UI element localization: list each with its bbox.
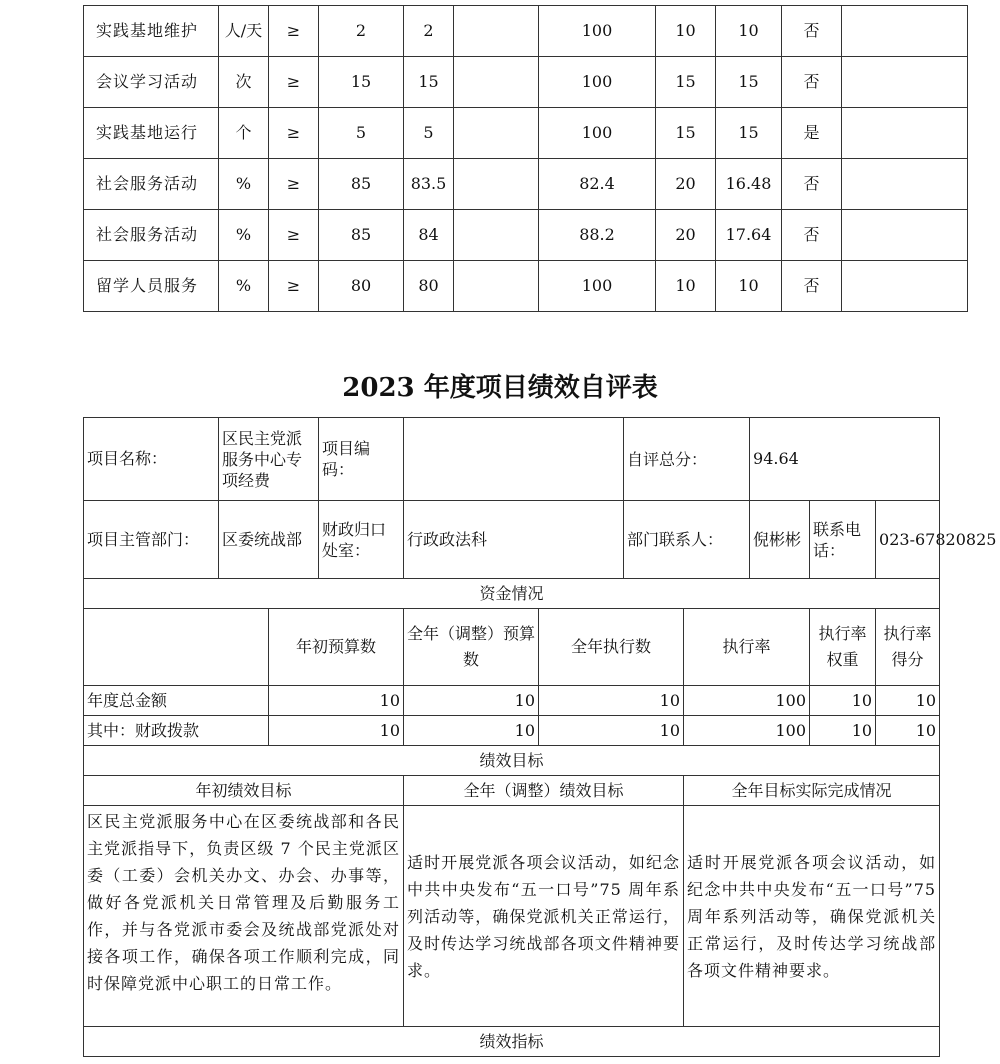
indicator-cell xyxy=(842,57,968,108)
indicator-cell: 10 xyxy=(656,6,716,57)
indicator-name: 社会服务活动 xyxy=(84,159,219,210)
phone-value: 023-67820825 xyxy=(876,501,940,579)
funds-col-rate-score: 执行率得分 xyxy=(876,609,940,686)
perf-content-row xyxy=(84,806,940,1027)
indicators-header-row xyxy=(84,1027,940,1057)
indicator-cell: ≥ xyxy=(269,6,319,57)
indicator-cell: 个 xyxy=(219,108,269,159)
indicator-name: 社会服务活动 xyxy=(84,210,219,261)
funds-cell: 100 xyxy=(684,716,810,746)
funds-columns-row xyxy=(84,609,940,686)
funds-cell: 10 xyxy=(269,686,404,716)
indicator-cell: 人/天 xyxy=(219,6,269,57)
indicator-name: 留学人员服务 xyxy=(84,261,219,312)
indicator-cell: 15 xyxy=(319,57,404,108)
indicator-cell: 否 xyxy=(782,261,842,312)
phone-label: 联系电话： xyxy=(810,501,876,579)
indicator-cell: 否 xyxy=(782,159,842,210)
indicator-cell: 否 xyxy=(782,210,842,261)
indicator-cell: 2 xyxy=(319,6,404,57)
funds-cell: 10 xyxy=(539,716,684,746)
indicator-cell: 17.64 xyxy=(716,210,782,261)
funds-col-initial-budget: 年初预算数 xyxy=(269,609,404,686)
indicator-cell: 100 xyxy=(539,57,656,108)
funds-col-executed: 全年执行数 xyxy=(539,609,684,686)
indicator-cell: 15 xyxy=(716,108,782,159)
indicator-cell: 否 xyxy=(782,57,842,108)
indicator-cell: 20 xyxy=(656,210,716,261)
indicator-cell xyxy=(454,159,539,210)
indicator-row xyxy=(84,57,968,108)
indicator-name: 实践基地维护 xyxy=(84,6,219,57)
funds-cell: 10 xyxy=(810,686,876,716)
perf-col-actual: 全年目标实际完成情况 xyxy=(684,776,940,806)
dept-label: 项目主管部门： xyxy=(84,501,219,579)
indicator-cell: 15 xyxy=(656,57,716,108)
funds-cell: 10 xyxy=(539,686,684,716)
indicator-row xyxy=(84,261,968,312)
indicator-cell: 100 xyxy=(539,6,656,57)
indicator-name: 实践基地运行 xyxy=(84,108,219,159)
project-name-label: 项目名称： xyxy=(84,418,219,501)
indicator-cell: 10 xyxy=(716,6,782,57)
perf-header-row xyxy=(84,746,940,776)
indicator-cell: 84 xyxy=(404,210,454,261)
perf-col-initial: 年初绩效目标 xyxy=(84,776,404,806)
indicator-cell xyxy=(454,6,539,57)
indicator-cell xyxy=(842,108,968,159)
indicator-cell: 85 xyxy=(319,159,404,210)
self-evaluation-form xyxy=(83,417,997,1057)
indicator-cell: 85 xyxy=(319,210,404,261)
indicator-cell: 80 xyxy=(319,261,404,312)
indicator-cell: 83.5 xyxy=(404,159,454,210)
project-name-value: 区民主党派服务中心专项经费 xyxy=(219,418,319,501)
funds-row-fiscal xyxy=(84,716,940,746)
funds-cell: 10 xyxy=(404,716,539,746)
indicator-cell: 10 xyxy=(656,261,716,312)
funds-cell: 10 xyxy=(876,716,940,746)
contact-person-label: 部门联系人： xyxy=(624,501,750,579)
indicator-cell: 88.2 xyxy=(539,210,656,261)
perf-columns-row xyxy=(84,776,940,806)
indicator-cell xyxy=(454,108,539,159)
indicator-cell: 2 xyxy=(404,6,454,57)
indicator-cell xyxy=(842,6,968,57)
indicator-cell xyxy=(842,210,968,261)
indicator-cell: ≥ xyxy=(269,210,319,261)
finance-office-value: 行政政法科 xyxy=(404,501,624,579)
perf-initial-text: 区民主党派服务中心在区委统战部和各民主党派指导下，负责区级 7 个民主党派区委（工委）会机关办文、办会、办事等，做好各党派机关日常管理及后勤服务工作，并与各党派市委会及统战部党派处对接各项工作，确保各项工作顺利完成，同时保障党派中心职工的日常工作。 xyxy=(84,806,404,1027)
indicator-cell xyxy=(842,261,968,312)
indicator-cell xyxy=(842,159,968,210)
funds-col-adjusted-budget: 全年（调整）预算数 xyxy=(404,609,539,686)
indicator-cell: 次 xyxy=(219,57,269,108)
perf-header: 绩效目标 xyxy=(84,746,940,776)
perf-adjusted-text: 适时开展党派各项会议活动，如纪念中共中央发布“五一口号”75 周年系列活动等，确保党派机关正常运行，及时传达学习统战部各项文件精神要求。 xyxy=(404,806,684,1027)
indicator-cell: 否 xyxy=(782,6,842,57)
indicator-cell: % xyxy=(219,159,269,210)
finance-office-label: 财政归口处室： xyxy=(319,501,404,579)
funds-cell: 10 xyxy=(404,686,539,716)
indicator-table xyxy=(83,5,968,312)
perf-actual-text: 适时开展党派各项会议活动，如纪念中共中央发布“五一口号”75 周年系列活动等，确保党派机关正常运行，及时传达学习统战部各项文件精神要求。 xyxy=(684,806,940,1027)
self-score-label: 自评总分： xyxy=(624,418,750,501)
indicator-cell: ≥ xyxy=(269,57,319,108)
indicator-cell: 20 xyxy=(656,159,716,210)
indicator-cell: ≥ xyxy=(269,159,319,210)
perf-col-adjusted: 全年（调整）绩效目标 xyxy=(404,776,684,806)
project-code-value xyxy=(404,418,624,501)
indicator-cell: 10 xyxy=(716,261,782,312)
self-score-value: 94.64 xyxy=(750,418,940,501)
funds-row-total xyxy=(84,686,940,716)
funds-cell: 10 xyxy=(810,716,876,746)
funds-row-label: 其中：财政拨款 xyxy=(84,716,269,746)
funds-col-rate-weight: 执行率权重 xyxy=(810,609,876,686)
funds-header: 资金情况 xyxy=(84,579,940,609)
dept-value: 区委统战部 xyxy=(219,501,319,579)
indicator-cell xyxy=(454,261,539,312)
indicator-cell: ≥ xyxy=(269,108,319,159)
indicator-cell: 80 xyxy=(404,261,454,312)
indicator-row xyxy=(84,159,968,210)
funds-cell: 10 xyxy=(876,686,940,716)
indicator-cell: 100 xyxy=(539,261,656,312)
funds-col-execution-rate: 执行率 xyxy=(684,609,810,686)
indicator-cell: % xyxy=(219,261,269,312)
project-code-label: 项目编码： xyxy=(319,418,404,501)
indicator-row xyxy=(84,108,968,159)
project-info-row xyxy=(84,418,940,501)
department-row xyxy=(84,501,940,579)
indicator-name: 会议学习活动 xyxy=(84,57,219,108)
indicator-cell: 15 xyxy=(656,108,716,159)
page-title: 2023 年度项目绩效自评表 xyxy=(342,373,658,403)
funds-header-row xyxy=(84,579,940,609)
indicator-cell: 5 xyxy=(404,108,454,159)
indicators-header: 绩效指标 xyxy=(84,1027,940,1057)
indicator-row xyxy=(84,210,968,261)
indicator-cell: 15 xyxy=(716,57,782,108)
funds-cell: 10 xyxy=(269,716,404,746)
funds-row-label: 年度总金额 xyxy=(84,686,269,716)
indicator-cell xyxy=(454,57,539,108)
indicator-cell xyxy=(454,210,539,261)
indicator-cell: ≥ xyxy=(269,261,319,312)
indicator-cell: 是 xyxy=(782,108,842,159)
indicator-cell: 82.4 xyxy=(539,159,656,210)
indicator-cell: % xyxy=(219,210,269,261)
indicator-cell: 16.48 xyxy=(716,159,782,210)
indicator-cell: 5 xyxy=(319,108,404,159)
indicator-row xyxy=(84,6,968,57)
indicator-cell: 15 xyxy=(404,57,454,108)
funds-cell: 100 xyxy=(684,686,810,716)
funds-corner-cell xyxy=(84,609,269,686)
contact-person-value: 倪彬彬 xyxy=(750,501,810,579)
indicator-cell: 100 xyxy=(539,108,656,159)
